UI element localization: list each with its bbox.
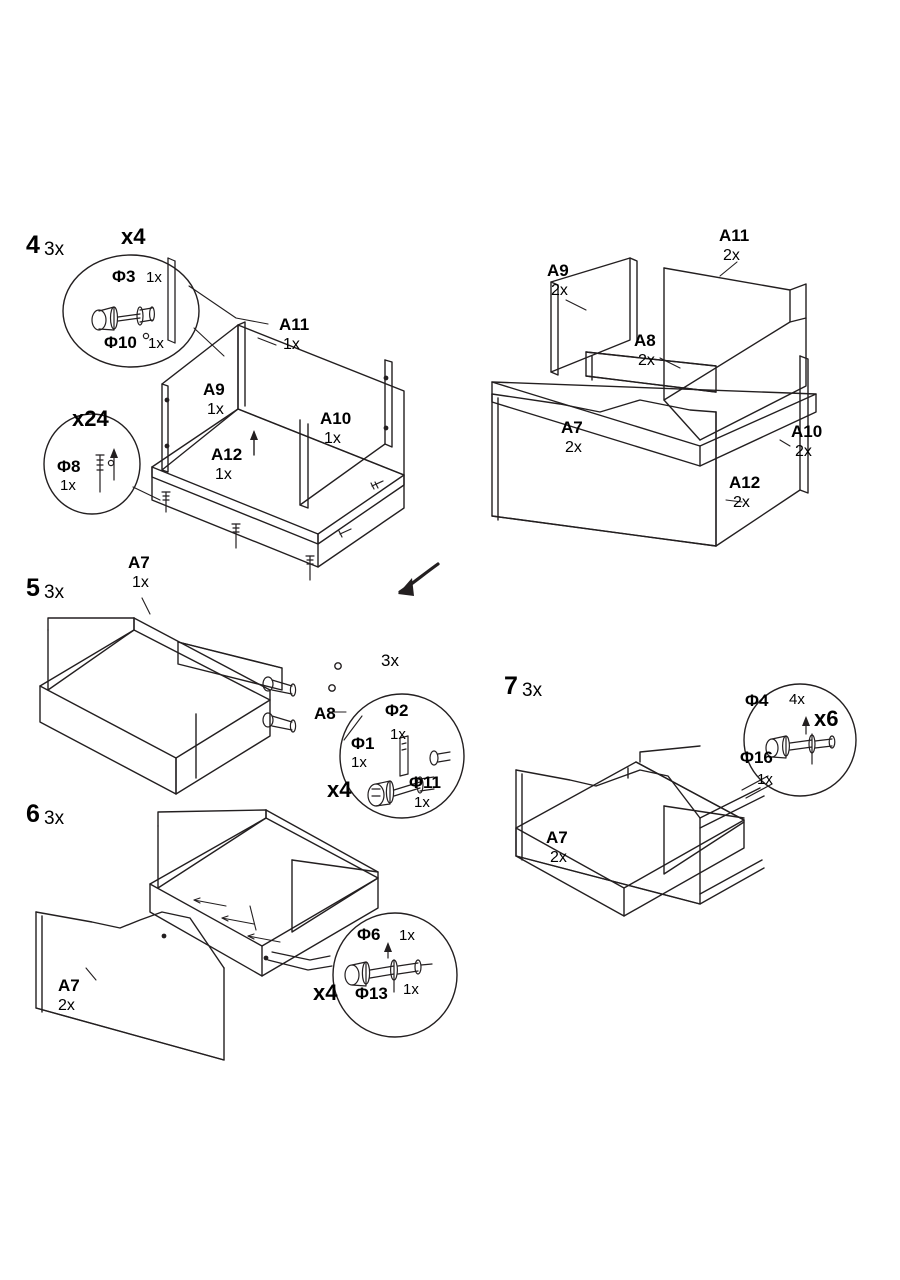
step4-drawer-box — [152, 322, 404, 580]
step4-part-a12: A12 — [211, 445, 243, 464]
step4-part-a9: A9 — [203, 380, 225, 399]
step6-drawer-box — [36, 810, 381, 1060]
step7-callout-multiplier: x6 — [814, 706, 839, 731]
step-6-number: 6 — [26, 800, 40, 828]
exploded-part-a11: A11 — [719, 226, 750, 245]
step6-part-a7: A7 — [58, 976, 80, 995]
step7-part-a7: A7 — [546, 828, 568, 847]
step6-callout — [333, 913, 457, 1037]
step-5-repeat: 3x — [44, 582, 65, 603]
fitting-phi16-label: Φ16 — [740, 748, 773, 767]
step5-callout-multiplier: x4 — [327, 777, 352, 802]
fitting-phi10-label: Φ10 — [104, 333, 137, 352]
exploded-part-a9: A9 — [547, 261, 569, 280]
fitting-phi8-qty: 1x — [60, 477, 76, 494]
exploded-part-a9-qty: 2x — [551, 282, 568, 299]
step6-part-a7-qty: 2x — [58, 997, 75, 1014]
step-7-repeat: 3x — [522, 680, 543, 701]
step-4-number: 4 — [26, 231, 40, 259]
step-6-repeat: 3x — [44, 808, 65, 829]
exploded-part-a8-qty: 2x — [638, 352, 655, 369]
step4-part-a11: A11 — [279, 315, 310, 334]
step5-hole-count: 3x — [381, 651, 399, 670]
exploded-part-a11-qty: 2x — [723, 247, 740, 264]
step7-part-a7-qty: 2x — [550, 849, 567, 866]
fitting-phi1-qty: 1x — [351, 754, 367, 771]
fitting-phi6-qty: 1x — [399, 927, 415, 944]
fitting-phi4-label: Φ4 — [745, 691, 769, 710]
fitting-phi3-label: Φ3 — [112, 267, 136, 286]
fitting-phi2-qty: 1x — [390, 726, 406, 743]
fitting-phi10-qty: 1x — [148, 335, 164, 352]
step5-part-a7-qty: 1x — [132, 574, 149, 591]
step4-callout-top — [63, 255, 268, 367]
step-4-repeat: 3x — [44, 239, 65, 260]
fitting-phi8-label: Φ8 — [57, 457, 81, 476]
exploded-part-a10: A10 — [791, 422, 823, 441]
step-7-number: 7 — [504, 672, 518, 700]
fitting-phi13-label: Φ13 — [355, 984, 388, 1003]
fitting-phi2-label: Φ2 — [385, 701, 409, 720]
fitting-phi13-qty: 1x — [403, 981, 419, 998]
step4-part-a10: A10 — [320, 409, 352, 428]
fitting-phi1-label: Φ1 — [351, 734, 375, 753]
step4-part-a10-qty: 1x — [324, 430, 341, 447]
fitting-phi11-qty: 1x — [414, 794, 430, 811]
fitting-phi11-label: Φ11 — [409, 773, 441, 792]
exploded-part-a7: A7 — [561, 418, 583, 437]
exploded-part-a12-qty: 2x — [733, 494, 750, 511]
exploded-part-a12: A12 — [729, 473, 761, 492]
fitting-phi16-qty: 1x — [757, 771, 773, 788]
step4-part-a11-qty: 1x — [283, 336, 300, 353]
step4-callout-left-multiplier: x24 — [72, 406, 109, 431]
step4-part-a9-qty: 1x — [207, 401, 224, 418]
step5-drawer-box — [40, 598, 346, 794]
fitting-phi3-qty: 1x — [146, 269, 162, 286]
exploded-part-a10-qty: 2x — [795, 443, 812, 460]
exploded-drawer-view — [492, 258, 816, 546]
step-5-number: 5 — [26, 574, 40, 602]
fitting-phi4-qty: 4x — [789, 691, 805, 708]
exploded-part-a7-qty: 2x — [565, 439, 582, 456]
flow-arrow — [398, 564, 438, 596]
exploded-part-a8: A8 — [634, 331, 656, 350]
step6-callout-multiplier: x4 — [313, 980, 338, 1005]
step5-part-a8: A8 — [314, 704, 336, 723]
fitting-phi6-label: Φ6 — [357, 925, 381, 944]
step4-callout-top-multiplier: x4 — [121, 224, 146, 249]
step5-part-a7: A7 — [128, 553, 150, 572]
step4-part-a12-qty: 1x — [215, 466, 232, 483]
